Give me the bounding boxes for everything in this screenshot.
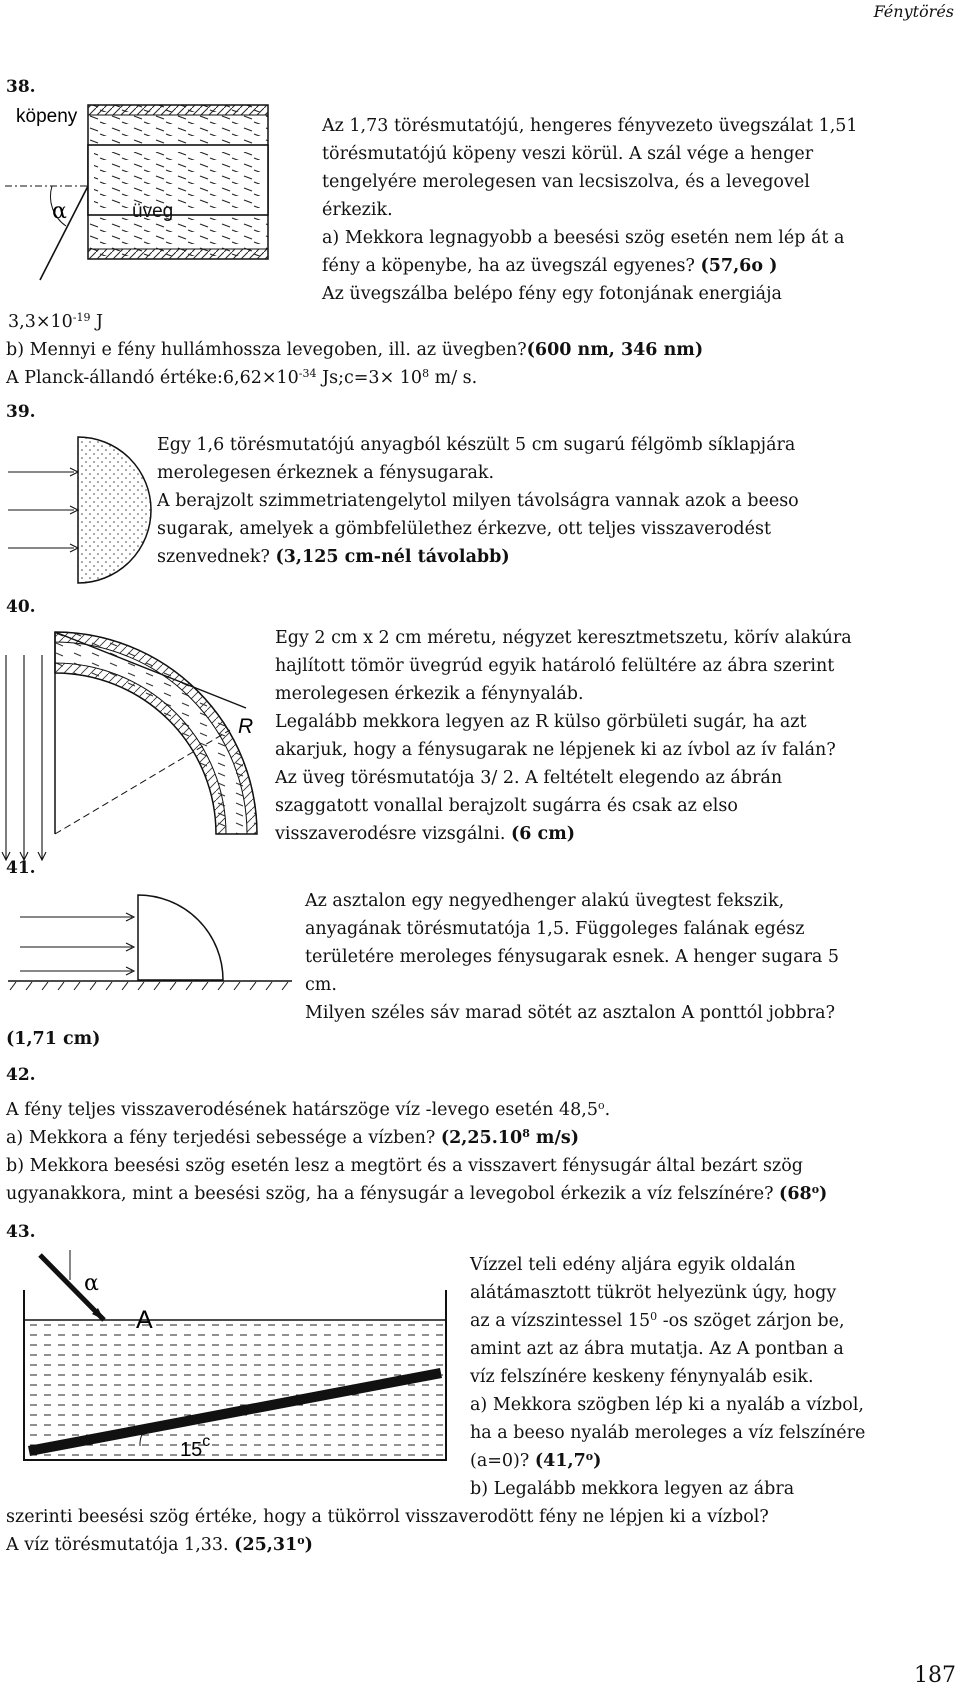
p40-line: szaggatott vonallal berajzolt sugárra és csak az elso xyxy=(275,796,738,816)
problem-42-number: 42. xyxy=(6,1065,36,1085)
p42-line3: b) Mekkora beesési szög esetén lesz a megtört és a visszavert fénysugár által bezárt szög xyxy=(6,1156,803,1176)
p41-line: cm. xyxy=(305,975,337,995)
p41-line: anyagának törésmutatója 1,5. Függoleges falának egész xyxy=(305,919,805,939)
answer-41: (1,71 cm) xyxy=(6,1029,101,1049)
planck-c: m/ s. xyxy=(429,368,478,388)
p38-line-b xyxy=(6,342,703,360)
answer-42a-unit: m/s) xyxy=(529,1128,579,1148)
p43-text: (a=0)? xyxy=(470,1451,530,1471)
p39-line: sugarak, amelyek a gömbfelülethez érkezve, ott teljes visszaverodést xyxy=(157,519,771,539)
energy-exp: -19 xyxy=(72,311,91,324)
mirror-angle-sup: c xyxy=(202,1433,211,1450)
answer-43a-main: (41,7 xyxy=(534,1451,586,1471)
p38-line: a) Mekkora legnagyobb a beesési szög esetén nem lép át a xyxy=(322,228,845,248)
answer-43b xyxy=(234,1535,313,1555)
p42-text: A fény teljes visszaverodésének határszöge víz -levego esetén 48,5 xyxy=(6,1100,598,1120)
energy-unit: J xyxy=(90,312,104,332)
p40-line: Az üveg törésmutatója 3/ 2. A feltételt elegendo az ábrán xyxy=(275,768,783,788)
problem-39-number: 39. xyxy=(6,402,36,422)
p38-line: tengelyére merolegesen van lecsiszolva, és a levegovel xyxy=(322,172,810,192)
p43-text: az a vízszintessel 15 xyxy=(470,1311,651,1331)
alpha-label: α xyxy=(52,199,67,224)
answer-42a-exp: 8 xyxy=(522,1127,530,1140)
p40-text: visszaverodésre vizsgálni. xyxy=(275,824,506,844)
answer-42b xyxy=(779,1184,827,1204)
p39-line-last xyxy=(157,549,510,567)
p43-text: A víz törésmutatója 1,33. xyxy=(6,1535,229,1555)
p39-line: Egy 1,6 törésmutatójú anyagból készült 5 cm sugarú félgömb síklapjára xyxy=(157,435,796,455)
p43-text: -os szöget zárjon be, xyxy=(657,1311,845,1331)
problem-40-number: 40. xyxy=(6,597,36,617)
p43-deg: 0 xyxy=(650,1310,658,1323)
p40-line-last xyxy=(275,826,575,844)
planck-b: Js;c=3× 10 xyxy=(316,368,423,388)
problem-41-figure xyxy=(0,885,300,995)
p38-line: Az 1,73 törésmutatójú, hengeres fényvezeto üvegszálat 1,51 xyxy=(322,116,858,136)
alpha-label-43: α xyxy=(84,1271,99,1296)
p38-energy xyxy=(8,311,104,332)
p40-line: akarjuk, hogy a fénysugarak ne lépjenek ki az ívbol az ív falán? xyxy=(275,740,836,760)
p42-text: a) Mekkora a fény terjedési sebessége a vízben? xyxy=(6,1128,436,1148)
p43-line: Vízzel teli edény aljára egyik oldalán xyxy=(470,1255,796,1275)
point-a-label: A xyxy=(136,1306,153,1334)
problem-41-number: 41. xyxy=(6,858,36,878)
p41-line: területére meroleges fénysugarak esnek. A henger sugara 5 xyxy=(305,947,840,967)
answer-38a: (57,6o ) xyxy=(700,256,778,276)
mirror-angle-value: 15 xyxy=(180,1439,203,1461)
answer-43a-sup: o xyxy=(585,1450,594,1463)
p42-text: ugyanakkora, mint a beesési szög, ha a fénysugár a levegobol érkezik a víz felszínére? xyxy=(6,1184,774,1204)
answer-42a xyxy=(441,1128,579,1148)
answer-38b: (600 nm, 346 nm) xyxy=(526,340,704,360)
degree-sup: o xyxy=(597,1099,605,1112)
answer-43a-end: ) xyxy=(593,1451,602,1471)
p42-line4 xyxy=(6,1183,828,1204)
p38-line: érkezik. xyxy=(322,200,393,220)
radius-label: R xyxy=(238,715,254,738)
p41-line: Milyen széles sáv marad sötét az asztalon A ponttól jobbra? xyxy=(305,1003,835,1023)
p42-line1 xyxy=(6,1099,611,1120)
p42-period: . xyxy=(604,1100,611,1120)
c-exp: 8 xyxy=(422,367,430,380)
p43-line: ha a beeso nyaláb meroleges a víz felszínére xyxy=(470,1423,866,1443)
p43-line3 xyxy=(470,1310,845,1331)
p43-line8 xyxy=(470,1450,602,1471)
p43-line: amint azt az ábra mutatja. Az A pontban a xyxy=(470,1339,844,1359)
problem-38-figure xyxy=(0,100,290,300)
p43-line10: szerinti beesési szög értéke, hogy a tükörrol visszaverodött fény ne lépjen ki a vízbol? xyxy=(6,1507,769,1527)
problem-39-figure xyxy=(0,432,160,592)
problem-38-number: 38. xyxy=(6,77,36,97)
page-header-title: Fénytörés xyxy=(873,2,954,21)
p39-line: A berajzolt szimmetriatengelytol milyen távolságra vannak azok a beeso xyxy=(157,491,799,511)
p43-line: víz felszínére keskeny fénynyaláb esik. xyxy=(470,1367,814,1387)
problem-40-figure xyxy=(0,620,270,880)
p43-line: a) Mekkora szögben lép ki a nyaláb a vízbol, xyxy=(470,1395,864,1415)
p38-b-text: b) Mennyi e fény hullámhossza levegoben, ill. az üvegben? xyxy=(6,340,527,360)
p40-line: Legalább mekkora legyen az R külso görbületi sugár, ha azt xyxy=(275,712,807,732)
p40-line: merolegesen érkezik a fénynyaláb. xyxy=(275,684,584,704)
p38-planck xyxy=(6,367,478,388)
p38-text: fény a köpenybe, ha az üvegszál egyenes? xyxy=(322,256,695,276)
p40-line: Egy 2 cm x 2 cm méretu, négyzet keresztmetszetu, körív alakúra xyxy=(275,628,852,648)
p40-line: hajlított tömör üvegrúd egyik határoló felültére az ábra szerint xyxy=(275,656,835,676)
p39-line: merolegesen érkeznek a fénysugarak. xyxy=(157,463,495,483)
answer-40: (6 cm) xyxy=(511,824,576,844)
p41-line: Az asztalon egy negyedhenger alakú üvegtest fekszik, xyxy=(305,891,785,911)
planck-exp: -34 xyxy=(298,367,317,380)
answer-43b-end: ) xyxy=(304,1535,313,1555)
planck-a: A Planck-állandó értéke:6,62×10 xyxy=(6,368,299,388)
uveg-label: üveg xyxy=(132,201,174,222)
p38-line: törésmutatójú köpeny veszi körül. A szál vége a henger xyxy=(322,144,814,164)
page-number: 187 xyxy=(914,1663,956,1688)
p43-line11 xyxy=(6,1534,313,1555)
energy-value: 3,3×10 xyxy=(8,312,73,332)
problem-43-figure xyxy=(0,1250,460,1480)
answer-42b-main: (68 xyxy=(779,1184,812,1204)
kopeny-label: köpeny xyxy=(16,106,78,127)
p39-text: szenvednek? xyxy=(157,547,270,567)
p38-line-a xyxy=(322,258,777,276)
answer-39: (3,125 cm-nél távolabb) xyxy=(275,547,510,567)
answer-43b-sup: o xyxy=(297,1534,305,1547)
p42-line2 xyxy=(6,1127,579,1148)
p43-line: alátámasztott tükröt helyezünk úgy, hogy xyxy=(470,1283,837,1303)
answer-42a-main: (2,25.10 xyxy=(440,1128,523,1148)
answer-43a xyxy=(535,1451,602,1471)
p43-line9: b) Legalább mekkora legyen az ábra xyxy=(470,1479,795,1499)
answer-42b-sup: o xyxy=(811,1183,820,1196)
answer-42b-end: ) xyxy=(819,1184,828,1204)
answer-43b-main: (25,31 xyxy=(234,1535,298,1555)
problem-43-number: 43. xyxy=(6,1222,36,1242)
p38-line7: Az üvegszálba belépo fény egy fotonjának energiája xyxy=(322,284,782,304)
